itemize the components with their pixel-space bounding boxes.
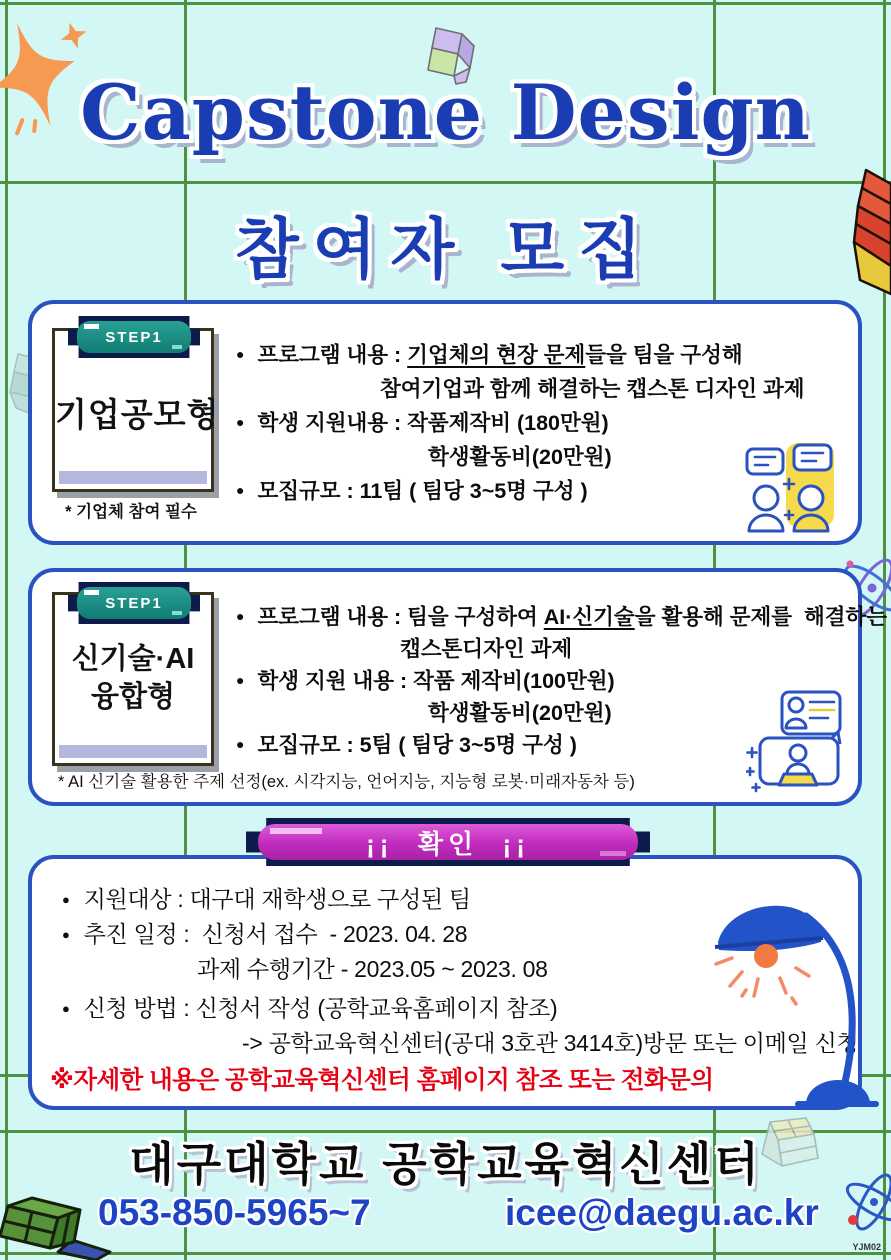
info-how-to-apply: ● 신청 방법 : 신청서 작성 (공학교육홈페이지 참조)	[62, 990, 557, 1023]
bullet-support-cont: 학생활동비(20만원)	[428, 445, 612, 469]
bullet-program-cont: 참여기업과 함께 해결하는 캡스톤 디자인 과제	[380, 377, 805, 401]
box-accent-bar	[59, 471, 207, 484]
phone-number: 053-850-5965~7	[98, 1192, 371, 1233]
info-schedule: ● 추진 일정 : 신청서 접수 - 2023. 04. 28	[62, 916, 467, 949]
grid-line	[0, 2, 891, 5]
step-label: STEP1	[105, 594, 163, 612]
step-badge	[68, 582, 200, 624]
card-corporate-track	[28, 300, 862, 545]
step-badge	[68, 316, 200, 358]
track-footnote: * AI 신기술 활용한 주제 선정(ex. 시각지능, 언어지능, 지능형 로봇·미래자동차 등)	[58, 773, 635, 791]
info-how-to-apply-cont: -> 공학교육혁신센터(공대 3호관 3414호)방문 또는 이메일 신청	[242, 1030, 859, 1056]
designer-code: YJM02	[852, 1242, 881, 1252]
bullet-scale: ● 모집규모 : 11팀 ( 팀당 3~5명 구성 )	[236, 474, 588, 505]
bullet-program-cont: 캡스톤디자인 과제	[400, 637, 573, 661]
track-name: 신기술·AI 융합형	[71, 643, 195, 713]
box-accent-bar	[59, 745, 207, 758]
track-footnote: * 기업체 참여 필수	[65, 503, 197, 521]
check-banner-label: ¡¡ 확인 ¡¡	[366, 828, 530, 859]
email-address: icee@daegu.ac.kr	[505, 1192, 819, 1233]
bullet-scale: ● 모집규모 : 5팀 ( 팀당 3~5명 구성 )	[236, 728, 577, 759]
bullet-support-cont: 학생활동비(20만원)	[428, 701, 612, 725]
desk-lamp-icon	[700, 886, 880, 1114]
pixel-face	[258, 824, 638, 860]
grid-line	[5, 0, 8, 1260]
poster-subtitle: 참여자 모집	[234, 212, 657, 286]
poster-title: Capstone Design	[80, 68, 811, 157]
bullet-program: ● 프로그램 내용 : 팀을 구성하여 AI·신기술을 활용해 문제를 해결하는	[236, 600, 887, 631]
track-name: 기업공모형	[55, 396, 220, 433]
bullet-program: ● 프로그램 내용 : 기업체의 현장 문제들을 팀을 구성해	[236, 338, 743, 369]
bullet-support: ● 학생 지원내용 : 작품제작비 (180만원)	[236, 406, 609, 437]
presentation-laptop-icon	[746, 690, 842, 794]
info-warning: ※자세한 내용은 공학교육혁신센터 홈페이지 참조 또는 전화문의	[50, 1067, 714, 1094]
grid-line	[0, 1252, 891, 1255]
pixel-face	[77, 587, 191, 619]
bullet-support: ● 학생 지원 내용 : 작품 제작비(100만원)	[236, 664, 615, 695]
people-chat-icon	[744, 441, 836, 533]
step-label: STEP1	[105, 328, 163, 346]
check-banner	[246, 818, 650, 866]
info-schedule-cont: 과제 수행기간 - 2023.05 ~ 2023. 08	[197, 956, 548, 982]
info-eligibility: ● 지원대상 : 대구대 재학생으로 구성된 팀	[62, 881, 471, 914]
grid-line	[0, 181, 891, 184]
pixel-face	[77, 321, 191, 353]
card-ai-track	[28, 568, 888, 806]
organization-name: 대구대학교 공학교육혁신센터	[129, 1138, 762, 1190]
